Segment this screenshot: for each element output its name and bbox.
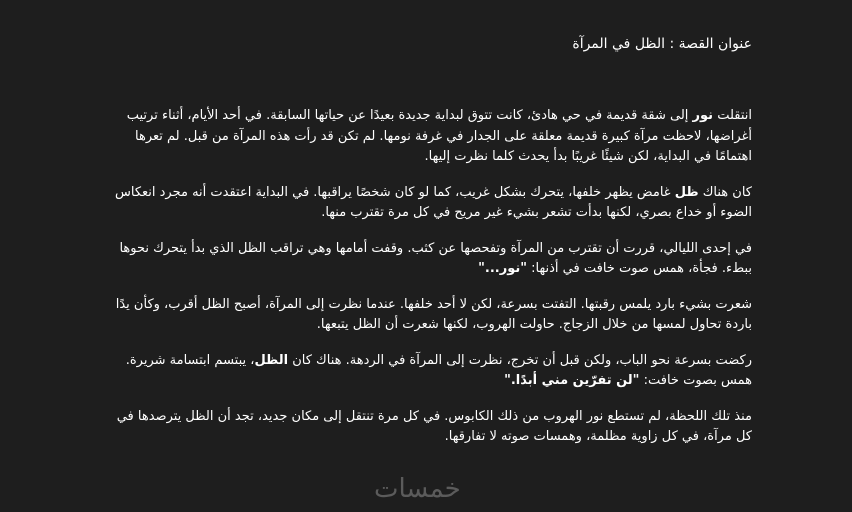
story-emphasis: الظل bbox=[254, 352, 289, 368]
story-paragraph bbox=[100, 295, 752, 336]
story-paragraph bbox=[100, 351, 752, 392]
story-text: غامض يظهر خلفها، يتحرك بشكل غريب، كما لو كان شخصًا يراقبها. في البداية اعتقدت أنه مجرد انعكاس الضوء أو خداع بصري، لكنها بدأت تشعر بشيء غير مريح في كل مرة تقترب منها. bbox=[114, 184, 752, 220]
story-body bbox=[100, 106, 752, 463]
story-text: إلى شقة قديمة في حي هادئ، كانت تتوق لبداية جديدة بعيدًا عن حياتها السابقة. في أحد الأيام، أثناء ترتيب أغراضها، لاحظت مرآة كبيرة قديمة معلقة على الجدار في غرفة نومها. لم تكن قد رأت هذه المرآة من قبل. لم تعرها اهتمامًا في البداية، لكن شيئًا غريبًا بدأ يحدث كلما نظرت إليها. bbox=[126, 108, 752, 164]
story-text: في إحدى الليالي، قررت أن تقترب من المرآة وتفحصها عن كثب. وقفت أمامها وهي تراقب الظل الذي بدأ يتحرك نحوها ببطء. فجأة، همس صوت خافت في أذنها: bbox=[119, 240, 752, 276]
khamsat-watermark: خمسات bbox=[374, 474, 461, 504]
story-text: شعرت بشيء بارد يلمس رقبتها. التفتت بسرعة، لكن لا أحد خلفها. عندما نظرت إلى المرآة، أصبح الظل أقرب، وكأن يدًا باردة تحاول لمسها من خلال الزجاج. حاولت الهروب، لكنها شعرت أن الظل يتبعها. bbox=[115, 296, 752, 332]
story-text: ، يبتسم ابتسامة شريرة. همس بصوت خافت: bbox=[125, 352, 752, 388]
story-emphasis: "نور..." bbox=[478, 261, 528, 276]
story-text: منذ تلك اللحظة، لم تستطع نور الهروب من ذلك الكابوس. في كل مرة تنتقل إلى مكان جديد، تجد أن الظل يترصدها في كل مرآة، في كل زاوية مظلمة، وهمسات صوته لا تفارقها. bbox=[116, 408, 752, 444]
story-text: ركضت بسرعة نحو الباب، ولكن قبل أن تخرج، نظرت إلى المرآة في الردهة. هناك كان bbox=[288, 352, 752, 368]
story-paragraph bbox=[100, 239, 752, 280]
story-paragraph bbox=[100, 106, 752, 168]
story-emphasis: "لن تفرّين مني أبدًا." bbox=[504, 373, 640, 388]
story-emphasis: نور bbox=[692, 108, 714, 123]
story-text: كان هناك bbox=[698, 184, 752, 200]
story-paragraph bbox=[100, 183, 752, 224]
story-text: انتقلت bbox=[713, 108, 752, 123]
story-paragraph bbox=[100, 407, 752, 448]
story-title: عنوان القصة : الظل في المرآة bbox=[572, 36, 752, 52]
story-emphasis: ظل bbox=[674, 184, 699, 200]
